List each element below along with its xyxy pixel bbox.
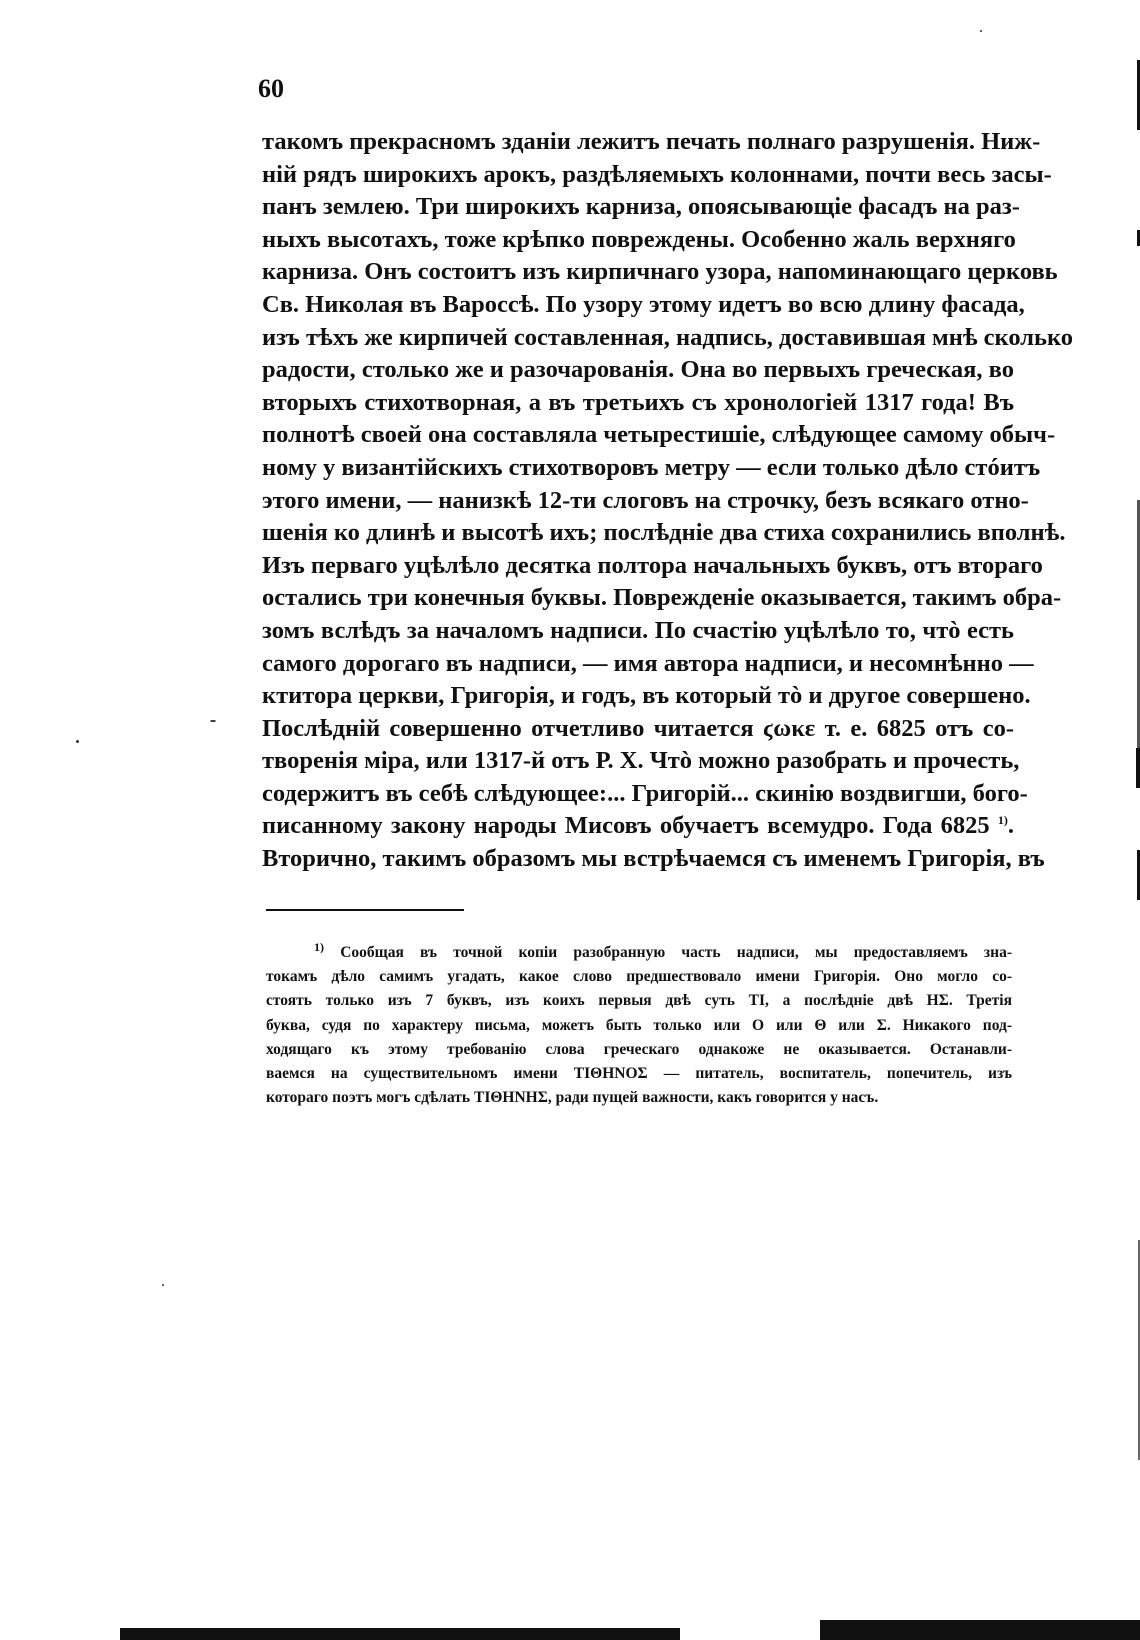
- body-line: остались три конечныя буквы. Поврежденіе оказывается, такимъ обра-: [262, 584, 1062, 612]
- body-line: этого имени, — нанизкѣ 12-ти слоговъ на строчку, безъ всякаго отно-: [262, 486, 1029, 514]
- page-number: 60: [258, 74, 284, 103]
- body-line: ній рядъ широкихъ арокъ, раздѣляемыхъ колоннами, почти весь засы-: [262, 160, 1052, 188]
- body-line: Послѣдній совершенно отчетливо читается ϛωκε т. е. 6825 отъ со-: [262, 714, 1014, 742]
- body-line-text: писанному закону народы Мисовъ обучаетъ всемудро. Года 6825: [262, 812, 990, 840]
- footnote-first-line: [266, 941, 1012, 965]
- scan-speck: [162, 1284, 164, 1286]
- footnote: [266, 941, 1012, 1110]
- footnote-marker: 1): [314, 939, 324, 954]
- footnote-reference: 1): [997, 813, 1008, 828]
- body-line: Вторично, такимъ образомъ мы встрѣчаемся съ именемъ Григорія, въ: [262, 845, 1045, 873]
- body-line: зомъ вслѣдъ за началомъ надписи. По счастію уцѣлѣло то, чтò есть: [262, 616, 1014, 644]
- body-line: радости, столько же и разочарованія. Она во первыхъ греческая, во: [262, 356, 1014, 384]
- body-line: полнотѣ своей она составляла четырестишіе, слѣдующее самому обыч-: [262, 421, 1056, 449]
- body-line: Св. Николая въ Вароссѣ. По узору этому идетъ во всю длину фасада,: [262, 290, 1025, 318]
- scan-speck: [210, 720, 216, 722]
- body-line: Изъ перваго уцѣлѣло десятка полтора начальныхъ буквъ, отъ втораго: [262, 551, 1043, 579]
- body-line: ктитора церкви, Григорія, и годъ, въ который тò и другое совершено.: [262, 682, 1031, 710]
- scan-speck: [76, 740, 79, 743]
- body-line: карниза. Онъ состоитъ изъ кирпичнаго узора, напоминающаго церковь: [262, 258, 1058, 286]
- body-line: вторыхъ стихотворная, а въ третьихъ съ хронологіей 1317 года! Въ: [262, 388, 1014, 416]
- footnote-line: буква, судя по характеру письма, можетъ быть только или О или Θ или Σ. Никакого под-: [266, 1016, 1012, 1034]
- scan-bottom-edge: [820, 1620, 1140, 1640]
- body-line: панъ землею. Три широкихъ карниза, опоясывающіе фасадъ на раз-: [262, 193, 1020, 221]
- footnote-line: котораго поэтъ могъ сдѣлать ΤΙΘΗΝΗΣ, ради пущей важности, какъ говорится у насъ.: [266, 1089, 879, 1107]
- footnote-line: ходящаго къ этому требованію слова греческаго однакоже не оказывается. Останавли-: [266, 1040, 1012, 1058]
- body-line: ному у византійскихъ стихотворовъ метру — если только дѣло стóитъ: [262, 453, 1041, 481]
- body-line: такомъ прекрасномъ зданіи лежитъ печать полнаго разрушенія. Ниж-: [262, 128, 1041, 155]
- scan-bottom-edge: [120, 1628, 680, 1640]
- scan-speck: [980, 30, 982, 32]
- body-line: шенія ко длинѣ и высотѣ ихъ; послѣдніе два стиха сохранились вполнѣ.: [262, 519, 1066, 547]
- body-line: ныхъ высотахъ, тоже крѣпко повреждены. Особенно жаль верхняго: [262, 225, 1016, 253]
- main-text: [262, 126, 1074, 876]
- scan-edge-mark: [1136, 748, 1140, 788]
- body-line: изъ тѣхъ же кирпичей составленная, надпись, доставившая мнѣ сколько: [262, 323, 1074, 351]
- footnote-line: ваемся на существительномъ имени ΤΙΘΗΝΟΣ — питатель, воспитатель, попечитель, изъ: [266, 1064, 1012, 1082]
- footnote-divider: [266, 909, 464, 911]
- footnote-line: токамъ дѣло самимъ угадать, какое слово предшествовало имени Григорія. Оно могло со-: [266, 968, 1012, 986]
- footnote-line: стоять только изъ 7 буквъ, изъ коихъ первыя двѣ суть ТІ, а послѣдніе двѣ НΣ. Третія: [266, 992, 1012, 1010]
- footnote-line-text: Сообщая въ точной копіи разобранную часть надписи, мы предоставляемъ зна-: [340, 944, 1013, 961]
- body-line: творенія міра, или 1317-й отъ Р. Х. Чтò можно разобрать и прочесть,: [262, 747, 1020, 775]
- body-line: содержитъ въ себѣ слѣдующее:... Григорій... скинію воздвигши, бого-: [262, 779, 1028, 807]
- body-line-with-note-ref: писанному закону народы Мисовъ обучаетъ всемудро. Года 6825 $^{1)}$.: [262, 812, 1014, 840]
- body-line: самого дорогаго въ надписи, — имя автора надписи, и несомнѣнно —: [262, 649, 1034, 677]
